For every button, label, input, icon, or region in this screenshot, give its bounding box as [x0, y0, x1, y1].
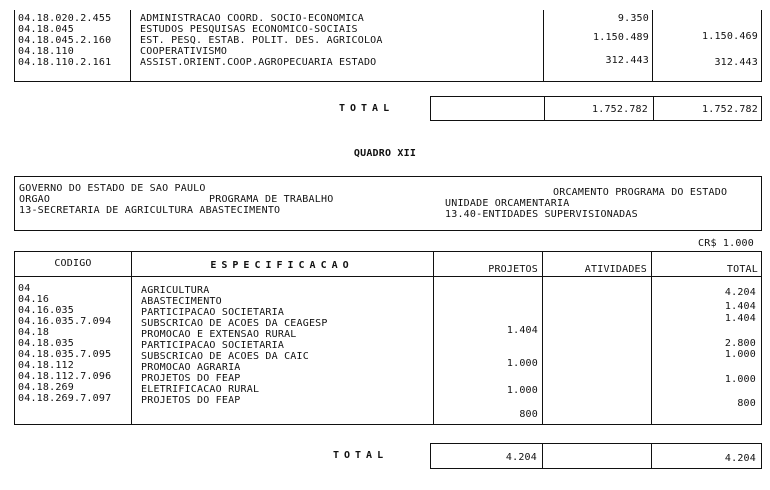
secretaria-label: 13-SECRETARIA DE AGRICULTURA ABASTECIMENTO	[19, 205, 281, 216]
table-cell-code: 04.18.035.7.095	[18, 349, 112, 360]
table-cell-code: 04.18.269	[18, 382, 74, 393]
table-cell-code: 04.18	[18, 327, 50, 338]
table-cell-spec: ELETRIFICACAO RURAL	[141, 384, 260, 395]
programa-label: PROGRAMA DE TRABALHO	[209, 194, 334, 205]
governo-label: GOVERNO DO ESTADO DE SAO PAULO	[19, 183, 206, 194]
main-table	[14, 251, 762, 425]
top-total-total: 1.752.782	[702, 104, 758, 115]
header-especificacao: ESPECIFICACAO	[210, 260, 354, 271]
bottom-total-projetos: 4.204	[505, 452, 537, 463]
table-cell-spec: PROMOCAO AGRARIA	[141, 362, 241, 373]
table-cell-total: 1.000	[724, 374, 756, 385]
table-cell-total: 312.443	[714, 57, 758, 68]
table-cell-spec: ESTUDOS PESQUISAS ECONOMICO-SOCIAIS	[140, 24, 358, 35]
top-total-column	[654, 13, 758, 68]
orgao-label: ORGAO	[19, 194, 51, 205]
table-cell-total: 1.404	[724, 301, 756, 312]
header-codigo: CODIGO	[54, 258, 92, 269]
code-column	[18, 283, 130, 404]
spec-column	[141, 285, 431, 406]
table-cell-projetos: 1.000	[506, 358, 538, 369]
top-spec-column	[140, 13, 540, 68]
table-cell-spec: PROJETOS DO FEAP	[141, 373, 241, 384]
table-cell-code: 04.16.035	[18, 305, 74, 316]
table-cell-spec: PARTICIPACAO SOCIETARIA	[141, 307, 285, 318]
bottom-total-label: TOTAL	[333, 450, 389, 461]
table-cell-spec: AGRICULTURA	[141, 285, 210, 296]
table-cell-spec: COOPERATIVISMO	[140, 46, 228, 57]
top-total-label: TOTAL	[339, 103, 395, 114]
table-cell-total: 1.150.469	[702, 31, 758, 42]
top-total-row	[430, 96, 762, 121]
table-cell-code: 04.18.112	[18, 360, 74, 371]
table-cell-code: 04.18.110.2.161	[18, 57, 112, 68]
header-total: TOTAL	[726, 264, 758, 275]
orcamento-label: ORCAMENTO PROGRAMA DO ESTADO	[553, 187, 728, 198]
table-cell-code: 04	[18, 283, 31, 294]
table-cell-total: 800	[737, 398, 756, 409]
table-cell-spec: EST. PESQ. ESTAB. POLIT. DES. AGRICOLOA	[140, 35, 383, 46]
table-cell-projetos: 1.000	[506, 385, 538, 396]
header-projetos: PROJETOS	[488, 264, 538, 275]
table-cell-total: 2.800	[724, 338, 756, 349]
table-cell-spec: SUBSCRICAO DE ACOES DA CAIC	[141, 351, 309, 362]
header-atividades: ATIVIDADES	[584, 264, 647, 275]
table-cell-spec: PARTICIPACAO SOCIETARIA	[141, 340, 285, 351]
table-cell-total: 1.000	[724, 349, 756, 360]
table-cell-code: 04.18.035	[18, 338, 74, 349]
table-cell-spec: PROMOCAO E EXTENSAO RURAL	[141, 329, 297, 340]
quadro-title: QUADRO XII	[353, 148, 417, 159]
table-cell-total: 1.404	[724, 313, 756, 324]
bottom-total-total: 4.204	[724, 453, 756, 464]
table-cell-spec: PROJETOS DO FEAP	[141, 395, 241, 406]
table-cell-spec: ABASTECIMENTO	[141, 296, 222, 307]
table-cell-code: 04.18.020.2.455	[18, 13, 112, 24]
bottom-total-row	[430, 443, 762, 469]
table-cell-projetos: 1.404	[506, 325, 538, 336]
table-cell-spec: ASSIST.ORIENT.COOP.AGROPECUARIA ESTADO	[140, 57, 377, 68]
table-cell-code: 04.16.035.7.094	[18, 316, 112, 327]
table-cell-spec: ADMINISTRACAO COORD. SOCIO-ECONOMICA	[140, 13, 364, 24]
table-cell-code: 04.18.112.7.096	[18, 371, 112, 382]
top-table	[14, 10, 762, 81]
table-cell-projetos: 1.150.489	[593, 32, 649, 43]
table-cell-code: 04.18.045.2.160	[18, 35, 112, 46]
top-projetos-column	[545, 13, 649, 66]
entidades-label: 13.40-ENTIDADES SUPERVISIONADAS	[445, 209, 638, 220]
table-cell-total: 4.204	[724, 287, 756, 298]
table-cell-projetos: 9.350	[617, 13, 649, 24]
unidade-label: UNIDADE ORCAMENTARIA	[445, 198, 570, 209]
table-cell-spec: SUBSCRICAO DE ACOES DA CEAGESP	[141, 318, 328, 329]
table-cell-code: 04.18.045	[18, 24, 74, 35]
table-cell-code: 04.16	[18, 294, 50, 305]
currency-label: CR$ 1.000	[698, 238, 754, 249]
table-cell-projetos: 312.443	[605, 55, 649, 66]
table-cell-projetos: 800	[519, 409, 538, 420]
header-box	[14, 176, 762, 231]
table-cell-code: 04.18.269.7.097	[18, 393, 112, 404]
top-code-column	[18, 13, 128, 68]
table-cell-code: 04.18.110	[18, 46, 74, 57]
top-total-atividades: 1.752.782	[592, 104, 648, 115]
